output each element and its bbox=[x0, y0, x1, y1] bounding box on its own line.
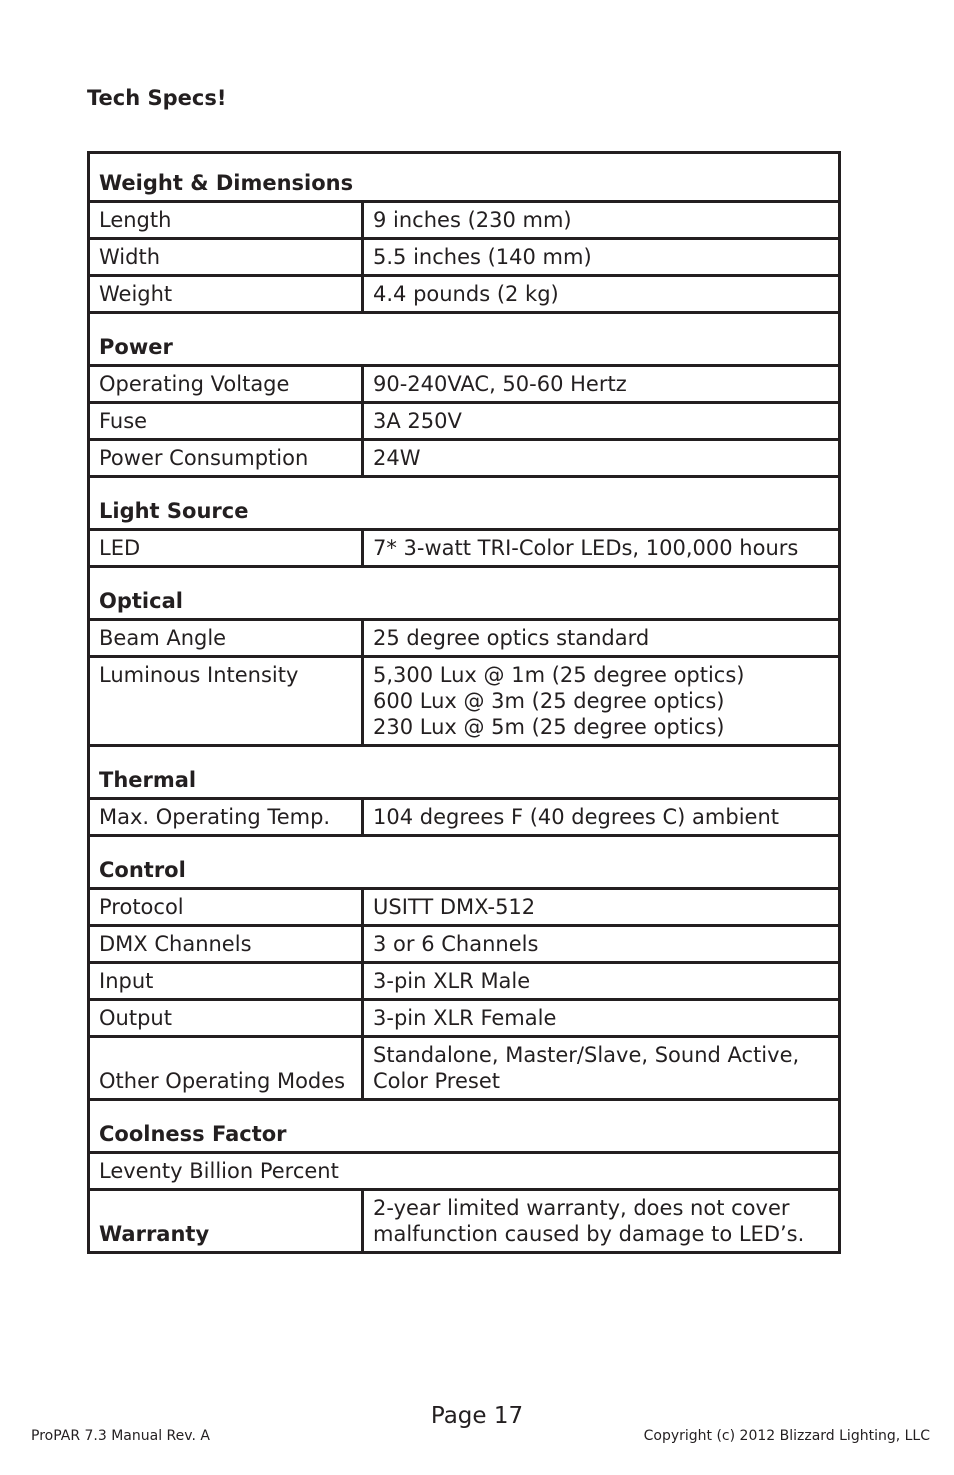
spec-label: Output bbox=[89, 1000, 363, 1037]
value-line: Standalone, Master/Slave, Sound Active, bbox=[373, 1043, 800, 1067]
spec-label: Power Consumption bbox=[89, 440, 363, 477]
spec-value: 24W bbox=[363, 440, 840, 477]
table-row bbox=[89, 530, 840, 567]
table-row bbox=[89, 926, 840, 963]
section-heading-weight-dimensions: Weight & Dimensions bbox=[89, 153, 840, 202]
value-line: 2-year limited warranty, does not cover bbox=[373, 1196, 790, 1220]
table-row bbox=[89, 403, 840, 440]
section-row bbox=[89, 313, 840, 366]
spec-value: 7* 3-watt TRI-Color LEDs, 100,000 hours bbox=[363, 530, 840, 567]
spec-label: Luminous Intensity bbox=[89, 657, 363, 746]
section-heading-power: Power bbox=[89, 313, 840, 366]
spec-value: 3-pin XLR Female bbox=[363, 1000, 840, 1037]
table-row bbox=[89, 239, 840, 276]
spec-label: Operating Voltage bbox=[89, 366, 363, 403]
spec-label: Width bbox=[89, 239, 363, 276]
spec-label: LED bbox=[89, 530, 363, 567]
table-row bbox=[89, 963, 840, 1000]
spec-label: Input bbox=[89, 963, 363, 1000]
table-row bbox=[89, 1190, 840, 1253]
spec-value bbox=[363, 1037, 840, 1100]
spec-label-warranty: Warranty bbox=[89, 1190, 363, 1253]
spec-value: 4.4 pounds (2 kg) bbox=[363, 276, 840, 313]
value-line: 5,300 Lux @ 1m (25 degree optics) bbox=[373, 663, 745, 687]
spec-value bbox=[363, 657, 840, 746]
table-row bbox=[89, 1000, 840, 1037]
spec-label: DMX Channels bbox=[89, 926, 363, 963]
table-row bbox=[89, 889, 840, 926]
page-number: Page 17 bbox=[430, 1403, 524, 1429]
section-row bbox=[89, 836, 840, 889]
value-line: 230 Lux @ 5m (25 degree optics) bbox=[373, 715, 725, 739]
spec-value: USITT DMX-512 bbox=[363, 889, 840, 926]
section-row bbox=[89, 477, 840, 530]
section-row bbox=[89, 746, 840, 799]
spec-label: Beam Angle bbox=[89, 620, 363, 657]
table-row bbox=[89, 657, 840, 746]
section-heading-control: Control bbox=[89, 836, 840, 889]
section-heading-optical: Optical bbox=[89, 567, 840, 620]
table-row bbox=[89, 276, 840, 313]
value-line: Color Preset bbox=[373, 1069, 500, 1093]
section-heading-light-source: Light Source bbox=[89, 477, 840, 530]
section-row bbox=[89, 1100, 840, 1153]
table-row bbox=[89, 440, 840, 477]
spec-value: 3A 250V bbox=[363, 403, 840, 440]
value-line: 600 Lux @ 3m (25 degree optics) bbox=[373, 689, 725, 713]
table-row bbox=[89, 1153, 840, 1190]
spec-label: Length bbox=[89, 202, 363, 239]
spec-value: 90-240VAC, 50-60 Hertz bbox=[363, 366, 840, 403]
spec-label: Max. Operating Temp. bbox=[89, 799, 363, 836]
table-row bbox=[89, 799, 840, 836]
spec-value bbox=[363, 1190, 840, 1253]
spec-label: Protocol bbox=[89, 889, 363, 926]
tech-specs-table bbox=[87, 151, 841, 1254]
section-heading-coolness-factor: Coolness Factor bbox=[89, 1100, 840, 1153]
table-row bbox=[89, 1037, 840, 1100]
spec-value: 9 inches (230 mm) bbox=[363, 202, 840, 239]
spec-value: 25 degree optics standard bbox=[363, 620, 840, 657]
page-title: Tech Specs! bbox=[87, 86, 227, 110]
table-row bbox=[89, 620, 840, 657]
spec-value: 104 degrees F (40 degrees C) ambient bbox=[363, 799, 840, 836]
spec-value: 3 or 6 Channels bbox=[363, 926, 840, 963]
section-row bbox=[89, 567, 840, 620]
footer-manual-revision: ProPAR 7.3 Manual Rev. A bbox=[31, 1428, 210, 1444]
section-row bbox=[89, 153, 840, 202]
table-row bbox=[89, 366, 840, 403]
table-row bbox=[89, 202, 840, 239]
value-line: malfunction caused by damage to LED’s. bbox=[373, 1222, 805, 1246]
spec-value: 3-pin XLR Male bbox=[363, 963, 840, 1000]
spec-label: Weight bbox=[89, 276, 363, 313]
spec-value: Leventy Billion Percent bbox=[89, 1153, 840, 1190]
spec-label: Other Operating Modes bbox=[89, 1037, 363, 1100]
footer-copyright: Copyright (c) 2012 Blizzard Lighting, LLC bbox=[643, 1428, 930, 1444]
spec-value: 5.5 inches (140 mm) bbox=[363, 239, 840, 276]
spec-label: Fuse bbox=[89, 403, 363, 440]
section-heading-thermal: Thermal bbox=[89, 746, 840, 799]
